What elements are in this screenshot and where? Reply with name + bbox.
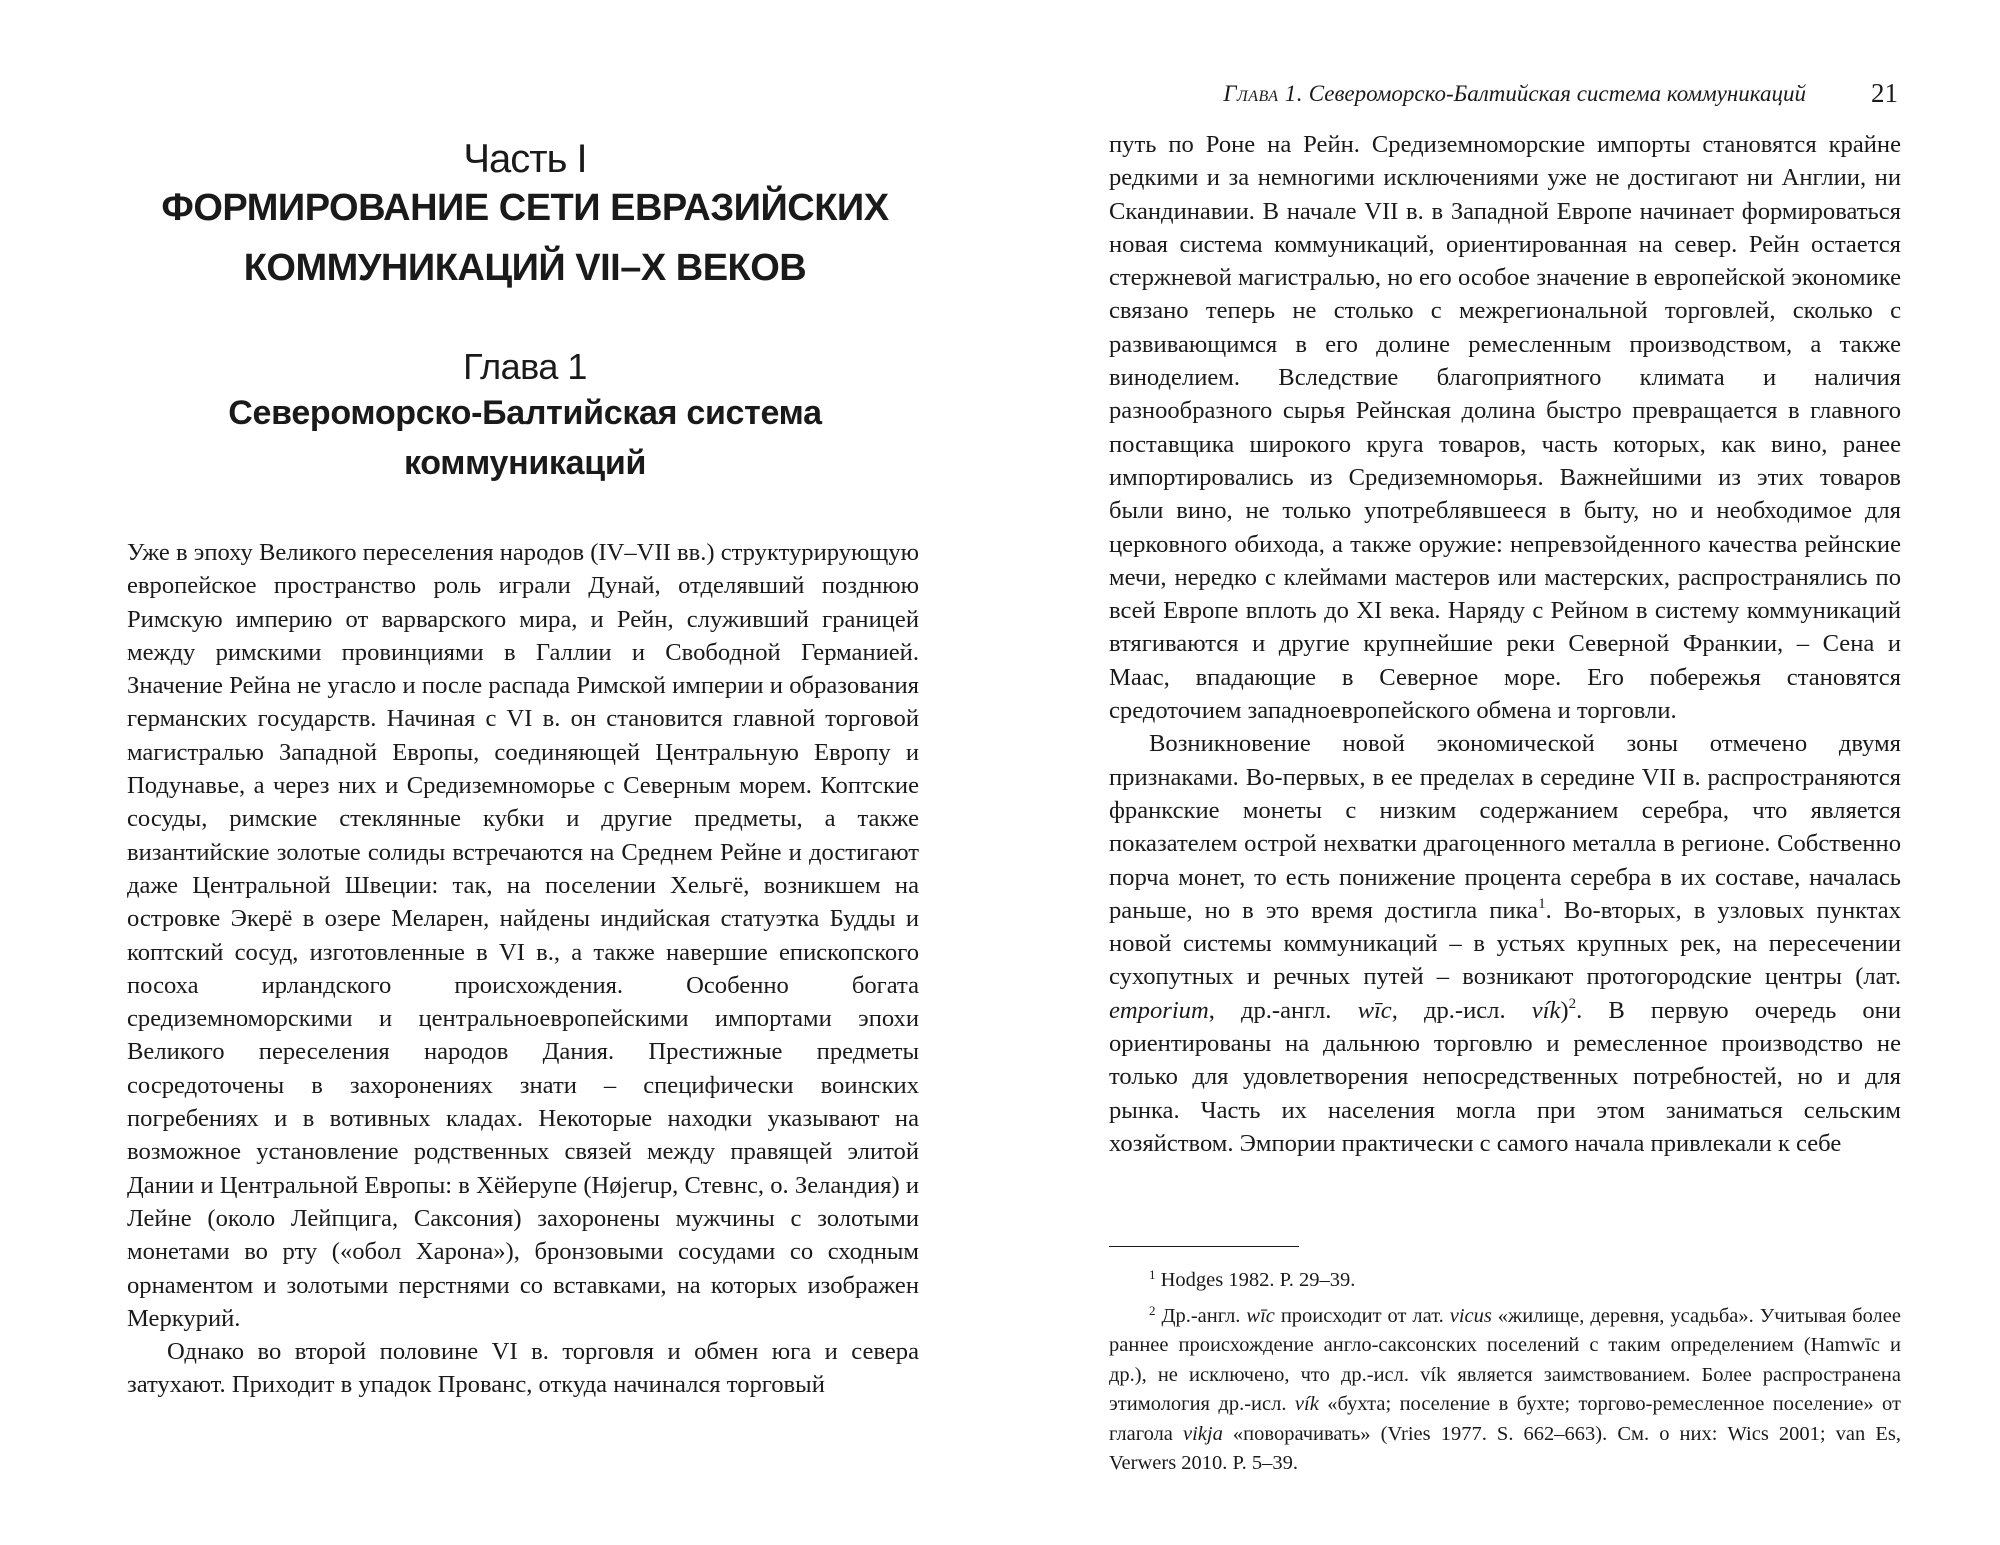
p2-text-5: ) (1560, 996, 1569, 1024)
fn2-text-4: «бухта; поселение в бухте; торгово-ремесленное поселение» от глагола (1109, 1393, 1901, 1445)
footnote-2 (1109, 1296, 1901, 1479)
left-paragraph-2: Однако во второй половине VI в. торговля и обмен юга и севера затухают. Приходит в упадок Прованс, откуда начинался торговый (127, 1338, 919, 1399)
chapter-label: Глава 1 (463, 346, 587, 387)
running-head-label: Глава 1. (1223, 81, 1303, 106)
footnote-divider (1109, 1246, 1299, 1247)
p2-text-6: . В первую очередь они ориентированы на дальнюю торговлю и ремесленное производство не только для удовлетворения непосредственных потребностей, но и для рынка. Часть их населения могла при этом заниматься сельским хозяйством. Эмпории практически с самого начала привлекали к себе (1109, 996, 1901, 1157)
footnote-1-number: 1 (1149, 1267, 1156, 1282)
running-head (1150, 79, 1806, 109)
footnotes (1109, 1260, 1901, 1479)
chapter-title (180, 388, 870, 488)
chapter-title-line1: Североморско-Балтийская система (228, 394, 822, 432)
chapter-title-line2: коммуникаций (403, 444, 647, 482)
fn2-term-vikja: vikja (1183, 1422, 1223, 1445)
right-body-text (1109, 128, 1901, 1160)
footnote-1-text: Hodges 1982. P. 29–39. (1155, 1269, 1356, 1291)
running-head-title: Североморско-Балтийская система коммуникаций (1308, 81, 1806, 106)
part-title-line2: КОММУНИКАЦИЙ VII–X ВЕКОВ (243, 247, 807, 289)
p2-text-4: , др.-исл. (1391, 996, 1532, 1024)
fn2-term-vik: vík (1294, 1393, 1319, 1415)
page-number: 21 (1871, 78, 1898, 108)
left-body-text (127, 536, 919, 1402)
fn2-term-vicus: vicus (1449, 1304, 1492, 1327)
term-vik: vík (1531, 996, 1561, 1024)
part-title (130, 178, 920, 298)
right-paragraph-1: путь по Роне на Рейн. Средиземноморские импорты становятся крайне редкими и за немногими исключениями уже не достигают ни Англии, ни Скандинавии. В начале VII в. в Западной Европе начинает формироваться новая система коммуникаций, ориентированная на север. Рейн остается стержневой магистралью, но его особое значение в европейской экономике связано теперь не столько с межрегиональной торговлей, сколько с развивающимся в его долине ремесленным производством, а также виноделием. Вследствие благоприятного климата и наличия разнообразного сырья Рейнская долина быстро превращается в главного поставщика широкого круга товаров, часть которых, как вино, ранее импортировались из Средиземноморья. Важнейшими из этих товаров были вино, не только употреблявшееся в быту, но и необходимое для церковного обихода, а также оружие: непревзойденного качества рейнские мечи, нередко с клеймами мастеров или мастерских, распространялись по всей Европе вплоть до XI века. Наряду с Рейном в систему коммуникаций втягиваются и другие крупнейшие реки Северной Франкии, – Сена и Маас, впадающие в Северное море. Его побережья становятся средоточием западноевропейского обмена и торговли. (1109, 131, 1901, 725)
footnote-1 (1109, 1260, 1901, 1296)
left-paragraph-1: Уже в эпоху Великого переселения народов (IV–VII вв.) структурирующую европейское пространство роль играли Дунай, отделявший позднюю Римскую империю от варварского мира, и Рейн, служивший границей между римскими провинциями в Галлии и Свободной Германией. Значение Рейна не угасло и после распада Римской империи и образования германских государств. Начиная с VI в. он становится главной торговой магистралью Западной Европы, соединяющей Центральную Европу и Подунавье, а через них и Средиземноморье с Северным морем. Коптские сосуды, римские стеклянные кубки и другие предметы, а также византийские золотые солиды встречаются на Среднем Рейне и достигают даже Центральной Швеции: так, на поселении Хельгё, возникшем на островке Экерё в озере Меларен, найдены индийская статуэтка Будды и коптский сосуд, изготовленные в VI в., а также навершие епископского посоха ирландского происхождения. Особенно богата средиземноморскими и центральноевропейскими импортами эпохи Великого переселения народов Дания. Престижные предметы сосредоточены в захоронениях знати – специфически воинских погребениях и в вотивных кладах. Некоторые находки указывают на возможное установление родственных связей между правящей элитой Дании и Центральной Европы: в Хёйерупе (Højerup, Стевнс, о. Зеландия) и Лейне (около Лейпцига, Саксония) захоронены мужчины с золотыми монетами во рту («обол Харона»), бронзовыми сосудами со сходным орнаментом и золотыми перстнями со вставками, на которых изображен Меркурий. (127, 539, 919, 1332)
p2-text-3: , др.-англ. (1208, 996, 1358, 1024)
footnote-ref-1[interactable]: 1 (1538, 895, 1546, 912)
term-wic: wīc (1357, 996, 1392, 1024)
fn2-text-1: Др.-англ. (1155, 1304, 1247, 1327)
right-paragraph-2 (1109, 727, 1901, 1160)
term-emporium: emporium (1109, 996, 1209, 1024)
part-title-line1: ФОРМИРОВАНИЕ СЕТИ ЕВРАЗИЙСКИХ (161, 187, 889, 229)
footnote-ref-2[interactable]: 2 (1568, 995, 1577, 1012)
footnote-2-number: 2 (1149, 1302, 1156, 1318)
part-label: Часть I (463, 137, 587, 181)
fn2-term-wic: wīc (1246, 1304, 1275, 1327)
p2-text-2: . Во-вторых, в узловых пунктах новой системы коммуникаций – в устьях крупных рек, на пересечении сухопутных и речных путей – возникают протогородские центры (лат. (1109, 896, 1901, 991)
fn2-text-5: «поворачивать» (Vries 1977. S. 662–663). См. о них: Wics 2001; van Es, Verwers 2010. P. 5–39. (1109, 1422, 1901, 1474)
right-page (1000, 0, 2000, 1545)
fn2-text-2: происходит от лат. (1274, 1304, 1450, 1327)
fn2-text-3: «жилище, деревня, усадьба». Учитывая более раннее происхождение англо-саксонских поселений с таким определением (Hamwīc и др.), не исключено, что др.-исл. vík является заимствованием. Более распространена этимология др.-исл. (1109, 1304, 1901, 1415)
p2-text-1: Возникновение новой экономической зоны отмечено двумя признаками. Во-первых, в ее пределах в середине VII в. распространяются франкские монеты с низким содержанием серебра, что является показателем острой нехватки драгоценного металла в регионе. Собственно порча монет, то есть понижение процента серебра в их составе, началась раньше, но в это время достигла пика (1109, 730, 1901, 924)
